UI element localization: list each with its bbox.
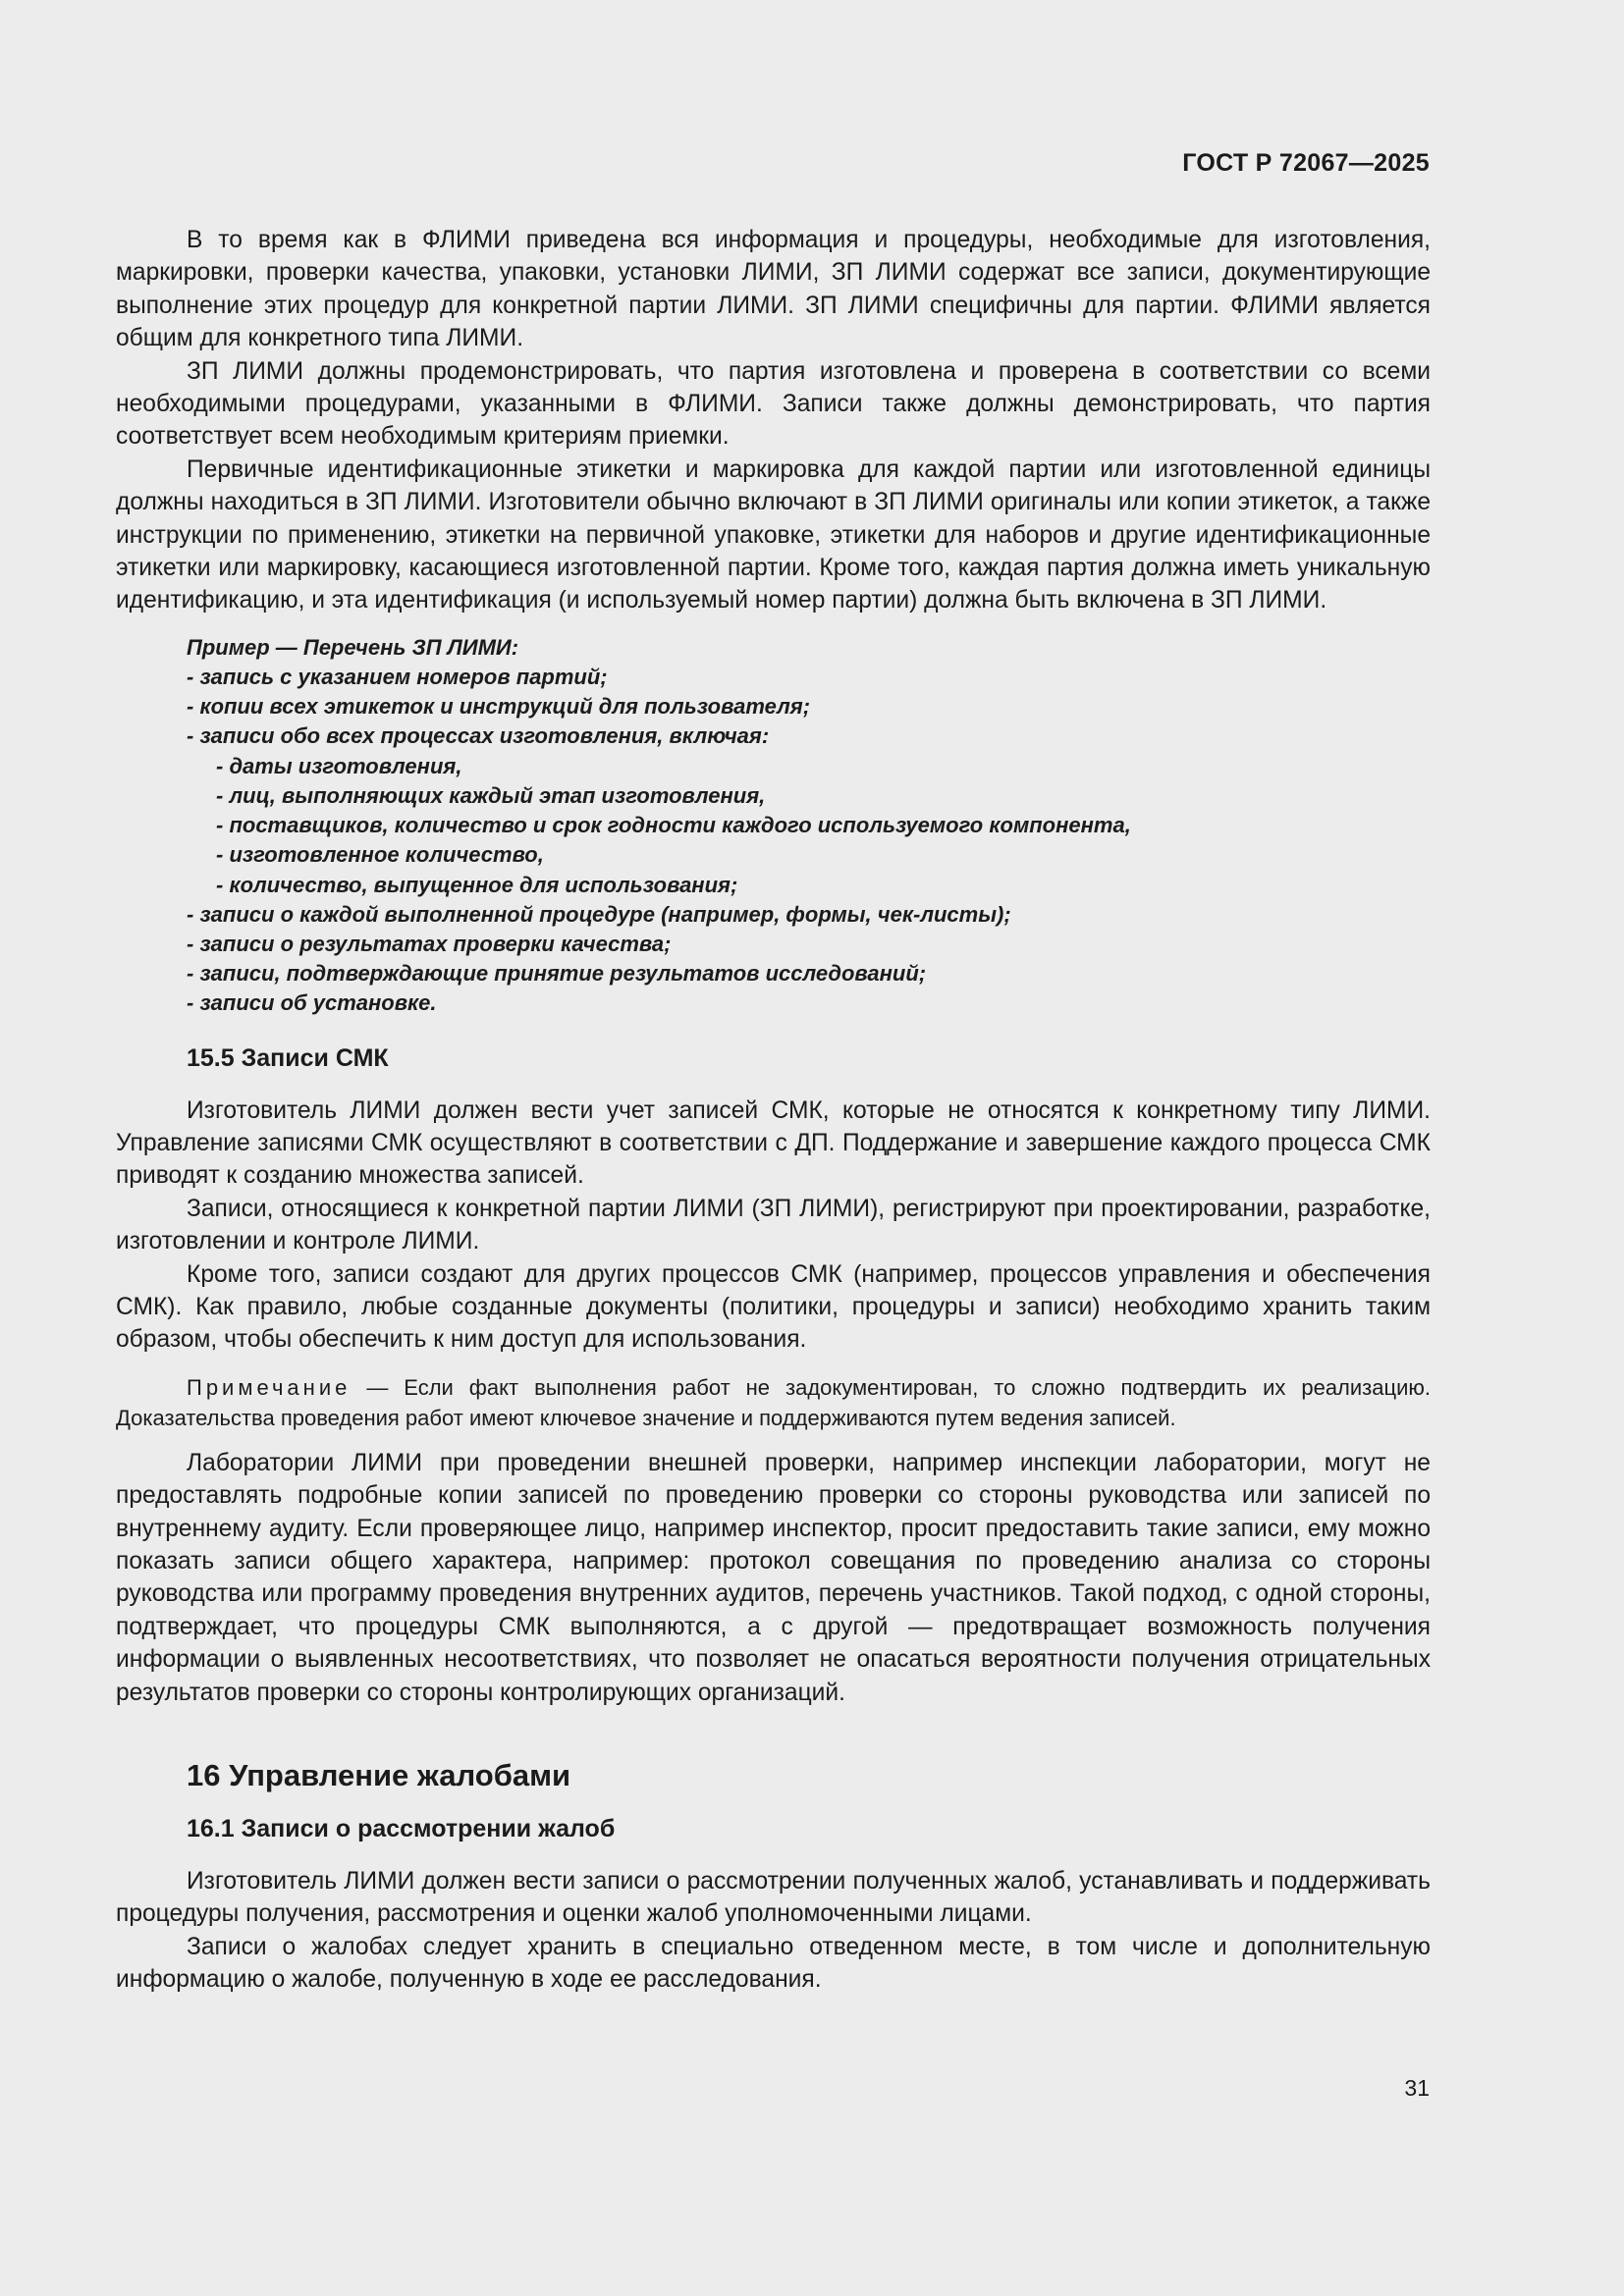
example-title: Пример — Перечень ЗП ЛИМИ: — [187, 634, 519, 660]
section-heading: 15.5 Записи СМК — [187, 1043, 389, 1072]
note-text: — Если факт выполнения работ не задокументирован, то сложно подтвердить их реализацию. Доказательства проведения работ имеют ключевое значение и поддерживаются путем ведения записей. — [116, 1374, 1431, 1430]
paragraph: Первичные идентификационные этикетки и маркировка для каждой партии или изготовленной единицы должны находиться в ЗП ЛИМИ. Изготовители обычно включают в ЗП ЛИМИ оригиналы или копии этикеток, а также инструкции по применению, этикетки на первичной упаковке, этикетки для наборов и другие идентификационные этикетки или маркировку, касающиеся изготовленной партии. Кроме того, каждая партия должна иметь уникальную идентификацию, и эта идентификация (и используемый номер партии) должна быть включена в ЗП ЛИМИ. — [116, 455, 1431, 614]
example-subitem: - поставщиков, количество и срок годности каждого используемого компонента, — [216, 813, 1131, 838]
document-header: ГОСТ Р 72067—2025 — [1182, 149, 1430, 177]
paragraph: Изготовитель ЛИМИ должен вести учет записей СМК, которые не относятся к конкретному типу ЛИМИ. Управление записями СМК осуществляют в соответствии с ДП. Поддержание и завершение каждого процесса СМК приводят к созданию множества записей. — [116, 1096, 1431, 1190]
paragraph: Кроме того, записи создают для других процессов СМК (например, процессов управления и обеспечения СМК). Как правило, любые созданные документы (политики, процедуры и записи) необходимо хранить таким образом, чтобы обеспечить к ним доступ для использования. — [116, 1260, 1431, 1354]
paragraph: Лаборатории ЛИМИ при проведении внешней проверки, например инспекции лаборатории, могут не предоставлять подробные копии записей по проведению проверки со стороны руководства или записей по внутреннему аудиту. Если проверяющее лицо, например инспектор, просит предоставить такие записи, ему можно показать записи общего характера, например: протокол совещания по проведению анализа со стороны руководства или программу проведения внутренних аудитов, перечень участников. Такой подход, с одной стороны, подтверждает, что процедуры СМК выполняются, а с другой — предотвращает возможность получения информации о выявленных несоответствиях, что позволяет не опасаться вероятности получения отрицательных результатов проверки со стороны контролирующих организаций. — [116, 1449, 1431, 1706]
example-item: - копии всех этикеток и инструкций для пользователя; — [187, 694, 811, 720]
example-subitem: - изготовленное количество, — [216, 842, 544, 868]
example-item: - записи, подтверждающие принятие результатов исследований; — [187, 961, 927, 987]
example-item: - записи об установке. — [187, 990, 437, 1016]
example-subitem: - количество, выпущенное для использования; — [216, 872, 738, 897]
paragraph: ЗП ЛИМИ должны продемонстрировать, что партия изготовлена и проверена в соответствии со всеми необходимыми процедурами, указанными в ФЛИМИ. Записи также должны демонстрировать, что партия соответствует всем необходимым критериям приемки. — [116, 357, 1431, 451]
page-content — [116, 224, 1431, 1997]
example-list — [187, 633, 1431, 1019]
section-heading: 16.1 Записи о рассмотрении жалоб — [187, 1815, 616, 1843]
example-item: - записи о каждой выполненной процедуре (например, формы, чек-листы); — [187, 901, 1011, 927]
paragraph: Записи о жалобах следует хранить в специально отведенном месте, в том числе и дополнительную информацию о жалобе, полученную в ходе ее расследования. — [116, 1933, 1431, 1994]
note-label: Примечание — [187, 1374, 352, 1400]
paragraph: В то время как в ФЛИМИ приведена вся информация и процедуры, необходимые для изготовления, маркировки, проверки качества, упаковки, установки ЛИМИ, ЗП ЛИМИ содержат все записи, документирующие выполнение этих процедур для конкретной партии ЛИМИ. ЗП ЛИМИ специфичны для партии. ФЛИМИ является общим для конкретного типа ЛИМИ. — [116, 227, 1431, 352]
example-subitem: - лиц, выполняющих каждый этап изготовления, — [216, 782, 766, 808]
chapter-heading: 16 Управление жалобами — [187, 1758, 571, 1793]
paragraph: Записи, относящиеся к конкретной партии ЛИМИ (ЗП ЛИМИ), регистрируют при проектировании, разработке, изготовлении и контроле ЛИМИ. — [116, 1195, 1431, 1255]
note — [116, 1372, 1431, 1433]
page-number: 31 — [1404, 2075, 1430, 2101]
paragraph: Изготовитель ЛИМИ должен вести записи о рассмотрении полученных жалоб, устанавливать и поддерживать процедуры получения, рассмотрения и оценки жалоб уполномоченными лицами. — [116, 1868, 1431, 1928]
example-item: - записи обо всех процессах изготовления, включая: — [187, 723, 770, 749]
example-subitem: - даты изготовления, — [216, 753, 462, 778]
example-item: - запись с указанием номеров партий; — [187, 665, 608, 690]
example-item: - записи о результатах проверки качества; — [187, 931, 672, 956]
